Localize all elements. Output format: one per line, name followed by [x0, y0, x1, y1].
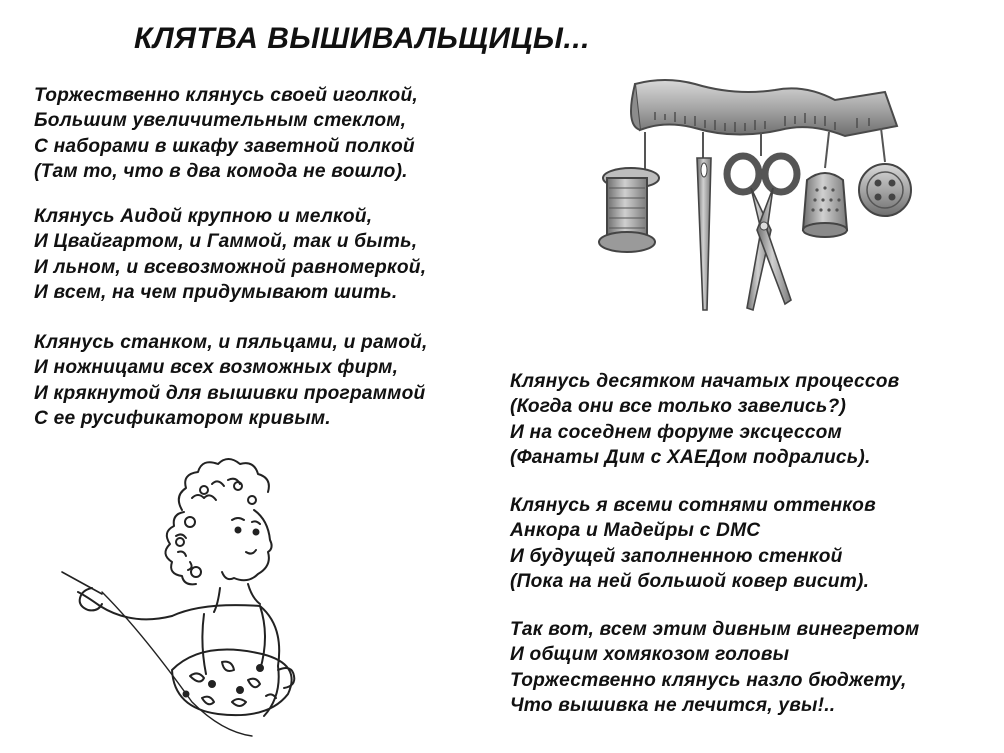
stanza-line: Что вышивка не лечится, увы!.. — [510, 694, 836, 716]
stanza-line: Так вот, всем этим дивным винегретом — [510, 619, 920, 640]
stanza-6 — [510, 617, 919, 718]
stanza-line: И будущей заполненною стенкой — [510, 545, 843, 567]
stanza-line: И на соседнем форуме эксцессом — [510, 421, 842, 443]
embroidery-hoop-icon — [172, 650, 292, 716]
stanza-line: С ее русификатором кривым. — [34, 407, 331, 429]
sewing-button-icon — [859, 164, 911, 216]
thread-spool-icon — [599, 168, 659, 252]
stanza-line: Клянусь я всеми сотнями оттенков — [510, 495, 876, 516]
stanza-line: И общим хомякозом головы — [510, 644, 790, 666]
stanza-line: Анкора и Мадейры с DMC — [510, 520, 761, 542]
stanza-line: Клянусь десятком начатых процессов — [510, 371, 900, 392]
stanza-1 — [34, 83, 418, 184]
sewing-brooch-illustration — [585, 70, 915, 320]
thimble-icon — [803, 173, 847, 237]
stanza-line: Клянусь станком, и пяльцами, и рамой, — [34, 332, 428, 353]
needle-icon — [697, 158, 711, 310]
poem-title: КЛЯТВА ВЫШИВАЛЬЩИЦЫ... — [134, 22, 590, 55]
stanza-line: (Пока на ней большой ковер висит). — [510, 570, 870, 592]
stanza-line: Клянусь Аидой крупною и мелкой, — [34, 206, 373, 227]
stanza-line: И льном, и всевозможной равномеркой, — [34, 256, 427, 278]
stanza-4 — [510, 369, 899, 470]
stanza-line: И крякнутой для вышивки программой — [34, 382, 426, 404]
tape-measure-icon — [631, 80, 897, 136]
stanza-line: Большим увеличительным стеклом, — [34, 110, 407, 132]
stanza-line: С наборами в шкафу заветной полкой — [34, 135, 415, 157]
stanza-line: Торжественно клянусь своей иголкой, — [34, 85, 418, 106]
stanza-line: И ножницами всех возможных фирм, — [34, 357, 399, 379]
stanza-line: Торжественно клянусь назло бюджету, — [510, 669, 907, 691]
stanza-line: (Фанаты Дим с ХАЕДом подрались). — [510, 446, 871, 468]
scissors-icon — [727, 156, 797, 310]
stanza-line: И всем, на чем придумывают шить. — [34, 281, 398, 303]
stanza-line: (Когда они все только завелись?) — [510, 396, 847, 418]
stanza-line: И Цвайгартом, и Гаммой, так и быть, — [34, 231, 418, 253]
stanza-3 — [34, 330, 428, 431]
stanza-line: (Там то, что в два комода не вошло). — [34, 160, 408, 182]
embroidering-girl-drawing — [52, 440, 352, 750]
stanza-2 — [34, 204, 426, 305]
stanza-5 — [510, 493, 876, 594]
